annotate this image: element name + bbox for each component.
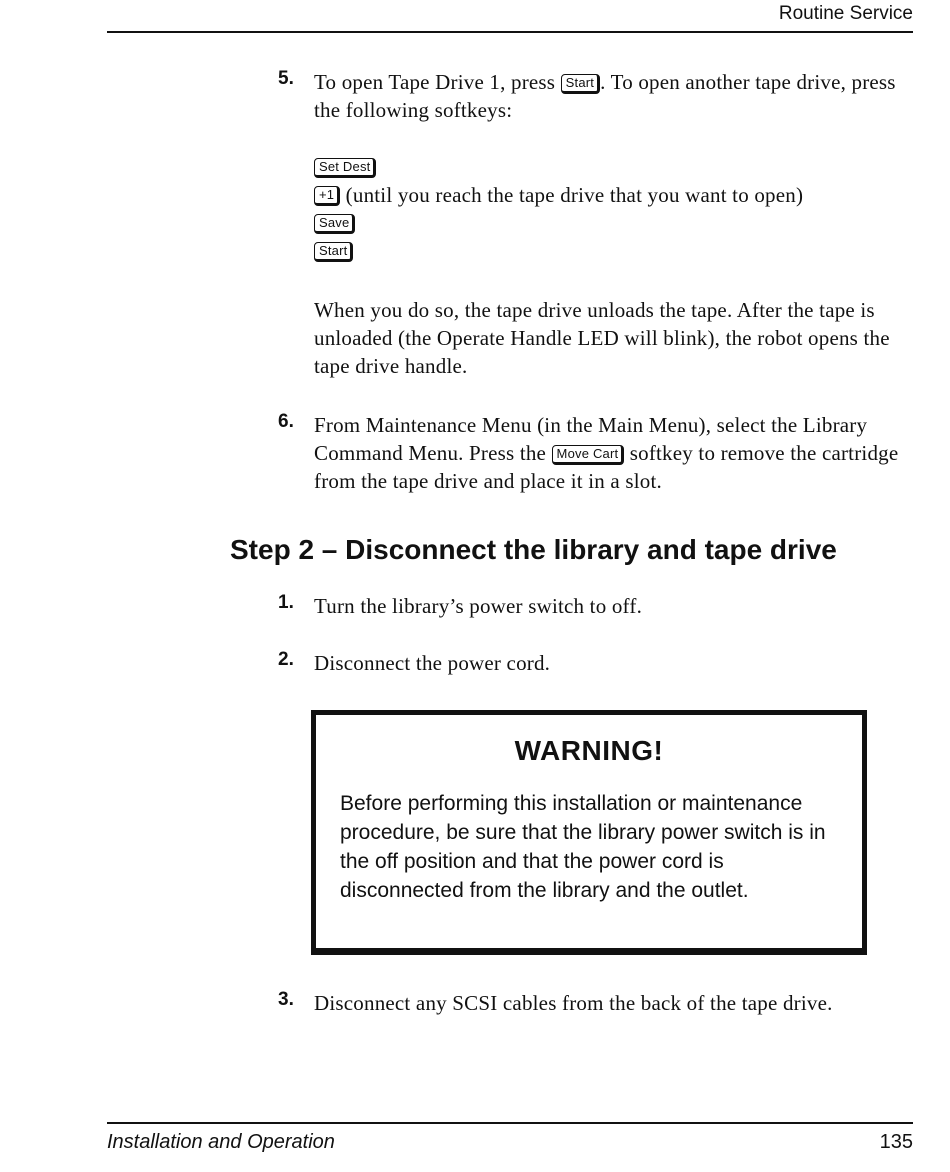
item-number: 6.: [278, 411, 294, 432]
header-rule: [107, 31, 913, 33]
item-number: 5.: [278, 68, 294, 89]
step-text: softkey to remove the cartridge from the tape drive and place it in a slot.: [314, 441, 899, 493]
softkey-line: [314, 153, 918, 181]
footer-rule: [107, 1122, 913, 1124]
save-softkey: Save: [314, 214, 355, 234]
list-item-3: [278, 989, 918, 1017]
warning-title: WARNING!: [514, 735, 664, 766]
warning-box: [311, 710, 867, 955]
step-5-paragraph: [278, 296, 918, 380]
page-number: 135: [879, 1131, 913, 1153]
set-dest-softkey: Set Dest: [314, 158, 376, 178]
item-number: 3.: [278, 989, 294, 1010]
softkey-line: [314, 181, 918, 209]
paragraph-text: When you do so, the tape drive unloads the tape. After the tape is unloaded (the Operate Handle LED will blink), the robot opens the tape drive handle.: [314, 298, 890, 378]
step-text: . To open another tape drive, press the following softkeys:: [314, 70, 896, 122]
section-heading: Step 2 – Disconnect the library and tape drive: [230, 534, 837, 565]
step-text: From Maintenance Menu (in the Main Menu), select the Library Command Menu. Press the: [314, 413, 868, 465]
item-body: [314, 411, 918, 495]
list-item-step-5: [278, 68, 918, 124]
softkey-list: [314, 153, 918, 265]
step-text: To open Tape Drive 1, press: [314, 70, 561, 94]
list-item-2: [278, 649, 918, 677]
plus-one-softkey: +1: [314, 186, 340, 206]
footer-title: Installation and Operation: [107, 1131, 335, 1153]
list-item-step-6: [278, 411, 918, 495]
start-softkey: Start: [314, 242, 353, 262]
softkey-note: (until you reach the tape drive that you want to open): [340, 183, 804, 207]
list-item-1: [278, 592, 918, 620]
softkey-line: [314, 237, 918, 265]
item-body: Disconnect the power cord.: [314, 651, 551, 675]
move-cart-softkey: Move Cart: [552, 445, 625, 465]
item-number: 1.: [278, 592, 294, 613]
item-body: Disconnect any SCSI cables from the back of the tape drive.: [314, 991, 833, 1015]
item-number: 2.: [278, 649, 294, 670]
item-body: [314, 68, 918, 124]
warning-text: Before performing this installation or maintenance procedure, be sure that the library power switch is in the off position and that the power cord is disconnected from the library and the outlet.: [340, 792, 826, 902]
softkey-line: [314, 209, 918, 237]
running-header: Routine Service: [778, 3, 913, 24]
start-softkey: Start: [561, 74, 600, 94]
softkey-sequence: [278, 153, 918, 265]
item-body: Turn the library’s power switch to off.: [314, 594, 643, 618]
